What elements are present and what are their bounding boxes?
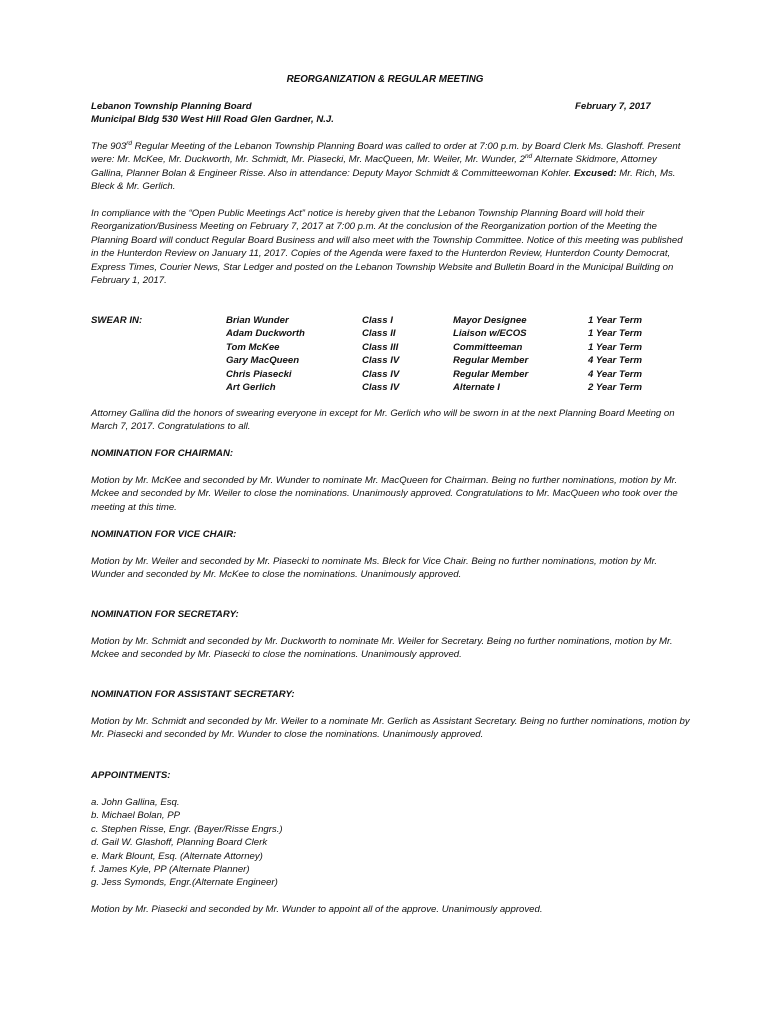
- secretary-text: Motion by Mr. Schmidt and seconded by Mr. Duckworth to nominate Mr. Weiler for Secretary. Being no further nominations, motion by Mr. Mckee and seconded by Mr. Piasecki to close the nominations. Unanimously approved.: [91, 636, 673, 661]
- intro-text-post: Alternate Skidmore, Attorney Gallina, Planner Bolan & Engineer Risse. Also in attendance: Deputy Mayor Schmidt & Committeewoman Kohler.: [91, 154, 657, 179]
- header-date: February 7, 2017: [575, 101, 651, 112]
- swear-name: Brian Wunder: [226, 315, 289, 326]
- excused-label: Excused:: [573, 167, 617, 179]
- swear-name: Art Gerlich: [226, 381, 276, 393]
- swear-term-column: [588, 314, 642, 394]
- swear-class: Class II: [362, 328, 396, 340]
- vice-chair-heading: NOMINATION FOR VICE CHAIR:: [91, 529, 237, 540]
- swear-names-column: [226, 314, 305, 394]
- swear-role-column: [453, 314, 528, 394]
- swear-class: Class IV: [362, 368, 400, 380]
- appointment-item: c. Stephen Risse, Engr. (Bayer/Risse Engrs.): [91, 823, 283, 835]
- swearing-note: [91, 407, 691, 434]
- header-org-block: [91, 100, 334, 127]
- swear-term: 2 Year Term: [588, 381, 643, 393]
- secretary-paragraph: [91, 635, 691, 662]
- swear-role: Mayor Designee: [453, 315, 527, 326]
- appointments-list: [91, 796, 283, 890]
- secretary-heading: NOMINATION FOR SECRETARY:: [91, 609, 239, 620]
- swear-term: 4 Year Term: [588, 355, 643, 367]
- swear-class: Class I: [362, 315, 393, 326]
- appointment-item: f. James Kyle, PP (Alternate Planner): [91, 863, 250, 875]
- intro-paragraph: [91, 140, 691, 194]
- swear-role: Alternate I: [453, 381, 500, 393]
- page-title: REORGANIZATION & REGULAR MEETING: [286, 74, 484, 85]
- swear-class: Class IV: [362, 355, 400, 367]
- assistant-secretary-text: Motion by Mr. Schmidt and seconded by Mr. Weiler to a nominate Mr. Gerlich as Assistant Secretary. Being no further nominations, motion by Mr. Piasecki and seconded by Mr. Wunder to close the nominations. Unanimously approved.: [91, 716, 690, 741]
- appointments-motion: [91, 903, 691, 916]
- appointments-heading: APPOINTMENTS:: [91, 770, 171, 781]
- appointment-item: g. Jess Symonds, Engr.(Alternate Engineer): [91, 877, 278, 889]
- swear-name: Chris Piasecki: [226, 368, 292, 380]
- swear-name: Tom McKee: [226, 341, 280, 353]
- excused-text: Mr. Rich, Ms. Bleck & Mr. Gerlich.: [91, 167, 676, 193]
- swear-term: 1 Year Term: [588, 328, 643, 340]
- appointment-item: a. John Gallina, Esq.: [91, 797, 180, 808]
- swear-class: Class IV: [362, 381, 400, 393]
- swear-role: Liaison w/ECOS: [453, 328, 527, 340]
- swear-role: Regular Member: [453, 368, 529, 380]
- assistant-secretary-paragraph: [91, 715, 691, 742]
- swear-role: Committeeman: [453, 341, 523, 353]
- assistant-secretary-heading: NOMINATION FOR ASSISTANT SECRETARY:: [91, 689, 295, 700]
- appointment-item: b. Michael Bolan, PP: [91, 810, 181, 822]
- swear-name: Gary MacQueen: [226, 355, 300, 367]
- intro-sup-rd: rd: [126, 139, 132, 147]
- swear-class-column: [362, 314, 399, 394]
- swear-name: Adam Duckworth: [226, 328, 305, 340]
- chairman-heading: NOMINATION FOR CHAIRMAN:: [91, 448, 234, 459]
- vice-chair-paragraph: [91, 555, 691, 582]
- swear-role: Regular Member: [453, 355, 529, 367]
- vice-chair-text: Motion by Mr. Weiler and seconded by Mr. Piasecki to nominate Ms. Bleck for Vice Chair. Being no further nominations, motion by Mr. Wunder and seconded by Mr. McKee to close the nominations. Unanimously approved.: [91, 556, 658, 581]
- appointment-item: d. Gail W. Glashoff, Planning Board Clerk: [91, 837, 268, 849]
- header-org: Lebanon Township Planning Board: [91, 101, 252, 112]
- appointments-motion-text: Motion by Mr. Piasecki and seconded by Mr. Wunder to appoint all of the approve. Unanimously approved.: [91, 904, 543, 915]
- chairman-text: Motion by Mr. McKee and seconded by Mr. Wunder to nominate Mr. MacQueen for Chairman. Being no further nominations, motion by Mr. Mckee and seconded by Mr. Weiler to close the nominations. Unanimously approved. Congratulations to Mr. MacQueen who took over the meeting at this time.: [91, 475, 678, 513]
- swear-term: 4 Year Term: [588, 368, 643, 380]
- header-address: Municipal Bldg 530 West Hill Road Glen Gardner, N.J.: [91, 114, 334, 126]
- appointment-item: e. Mark Blount, Esq. (Alternate Attorney): [91, 850, 263, 862]
- swear-term: 1 Year Term: [588, 315, 643, 326]
- intro-text-mid: Regular Meeting of the Lebanon Township Planning Board was called to order at 7:00 p.m. by Board Clerk Ms. Glashoff. Present were: Mr. McKee, Mr. Duckworth, Mr. Schmidt, Mr. Piasecki, Mr. MacQueen, Mr. Weiler, Mr. Wunder, 2: [91, 141, 681, 166]
- swear-class: Class III: [362, 341, 399, 353]
- compliance-paragraph: [91, 207, 691, 287]
- swear-in-label: SWEAR IN:: [91, 315, 143, 326]
- intro-sup-nd: nd: [524, 153, 533, 161]
- chairman-paragraph: [91, 474, 691, 514]
- swear-term: 1 Year Term: [588, 341, 643, 353]
- swearing-note-text: Attorney Gallina did the honors of swearing everyone in except for Mr. Gerlich who will be sworn in at the next Planning Board Meeting on March 7, 2017. Congratulations to all.: [91, 408, 675, 433]
- compliance-text: In compliance with the “Open Public Meetings Act” notice is hereby given that the Lebanon Township Planning Board will hold their Reorganization/Business Meeting on February 7, 2017 at 7:00 p.m. At the conclusion of the Reorganization portion of the Meeting the Planning Board will conduct Regular Board Business and will also meet with the Township Committee. Notice of this meeting was published in the Hunterdon Review on January 11, 2017. Copies of the Agenda were faxed to the Hunterdon Review, Hunterdon County Democrat, Express Times, Courier News, Star Ledger and posted on the Lebanon Township Website and Bulletin Board in the Municipal Building on February 1, 2017.: [91, 208, 683, 287]
- intro-text-pre: The 903: [91, 141, 127, 152]
